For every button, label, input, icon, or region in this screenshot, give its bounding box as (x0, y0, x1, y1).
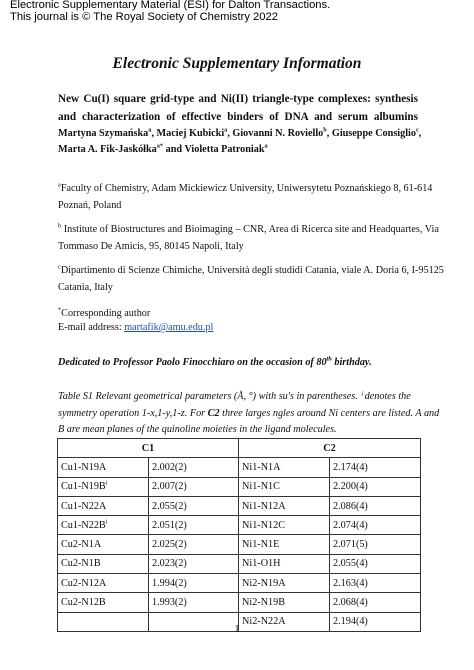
table-cell-c1-value (149, 574, 239, 593)
subtitle-line2: and characterization of effective binders of DNA and serum albumins (58, 111, 418, 123)
table-cell-c1-param (58, 458, 149, 477)
table-cell-c2-value (330, 554, 421, 573)
author-affil-mark: a (148, 126, 152, 134)
author-name: Giovanni N. Roviello (232, 128, 324, 139)
cell-text: Ni1-N12A (242, 500, 286, 512)
author-name: Giuseppe Consiglio (331, 128, 416, 139)
caption-line1: Table S1 Relevant geometrical parameters (Å, °) with su's in parentheses. ⁱ denotes the (58, 391, 411, 402)
email-link[interactable]: martafik@amu.edu.pl (124, 322, 214, 333)
table-cell-c2-param (239, 496, 330, 515)
corresponding-author (58, 307, 213, 335)
table-cell-c2-param (239, 554, 330, 573)
table-cell-c2-value (330, 496, 421, 515)
table-cell-c1-value (149, 535, 239, 554)
cell-text: Cu2-N1A (61, 539, 102, 551)
cell-text: 2.051(2) (152, 519, 187, 531)
caption-line2: symmetry operation 1-x,1-y,1-z. For C2 three larges ngles around Ni centers are listed. A and (58, 407, 440, 419)
table-cell-c2-value (330, 477, 421, 496)
cell-text: 1.994(2) (152, 577, 187, 589)
table-header-c1: C1 (58, 439, 239, 458)
table-body (58, 458, 421, 632)
symmetry-mark: i (105, 518, 108, 526)
cell-text: Cu2-N1B (61, 558, 101, 570)
affiliation-a-text: Faculty of Chemistry, Adam Mickiewicz University, Uniwersytetu Poznańskiego 8, 61-614 (60, 183, 433, 194)
cell-text: 2.163(4) (333, 577, 368, 589)
table-cell-c1-value (149, 458, 239, 477)
table-cell-c2-param (239, 535, 330, 554)
cell-text: 2.086(4) (333, 500, 368, 512)
table-header-row (58, 439, 421, 458)
table-cell-c2-param (239, 477, 330, 496)
author-name: Maciej Kubicki (156, 128, 225, 139)
author-line2 (58, 142, 423, 158)
cell-text: 2.023(2) (152, 558, 187, 570)
corresponding-label: Corresponding author (61, 308, 151, 319)
author-conjunction: and (165, 144, 183, 155)
cell-text: Ni1-O1H (242, 558, 281, 570)
cell-text: 2.025(2) (152, 539, 187, 551)
author-affil-mark: a* (156, 142, 164, 150)
email-label: E-mail address: (58, 322, 125, 333)
table-cell-c2-value (330, 593, 421, 612)
affiliation-c-text: Dipartimento di Scienze Chimiche, Università degli studidi Catania, viale A. Doria 6, I-95125 (60, 265, 444, 276)
cell-text: Cu2-N12A (61, 577, 107, 589)
table-cell-c1-param (58, 593, 149, 612)
table-cell-c1-value (149, 554, 239, 573)
cell-text: Ni2-N22A (242, 616, 286, 628)
table-caption (58, 389, 440, 439)
author-list (58, 126, 423, 158)
caption-line3: B are mean planes of the quinoline moieties in the ligand molecules. (58, 424, 337, 435)
cell-text: Cu1-N19B (61, 481, 106, 493)
affiliation-b-text: Institute of Biostructures and Bioimaging – CNR, Area di Ricerca site and Headquartes, Via (61, 224, 439, 235)
esi-header (10, 0, 330, 23)
table-row (58, 574, 421, 593)
dedication-sup: th (326, 355, 332, 363)
symmetry-mark: i (105, 479, 108, 487)
cell-text: 1.993(2) (152, 597, 187, 609)
author-affil-mark: a (224, 126, 228, 134)
caption-compound-ref: C2 (207, 407, 220, 419)
affiliation-c-line2: Catania, Italy (58, 281, 113, 293)
table-cell-c1-param (58, 574, 149, 593)
cell-text: 2.068(4) (333, 597, 368, 609)
cell-text: Cu1-N19A (61, 461, 107, 473)
affiliation-a-line2: Poznań, Poland (58, 199, 122, 211)
table-cell-c2-param (239, 458, 330, 477)
table-row (58, 516, 421, 535)
table-header-c2: C2 (239, 439, 421, 458)
table-cell-c2-value (330, 535, 421, 554)
table-cell-c2-value (330, 458, 421, 477)
table-row (58, 593, 421, 612)
table-row (58, 535, 421, 554)
geometry-table (57, 438, 421, 632)
table-cell-c2-param (239, 593, 330, 612)
cell-text: 2.007(2) (152, 481, 187, 493)
affiliation-mark: a (58, 181, 61, 189)
affiliation-mark: c (58, 263, 61, 271)
table-row (58, 554, 421, 573)
author-name: Violetta Patroniak (184, 144, 265, 155)
table-cell-c1-value (149, 496, 239, 515)
cell-text: 2.055(4) (333, 558, 368, 570)
table-cell-c1-param (58, 516, 149, 535)
cell-text: 2.200(4) (333, 481, 368, 493)
affiliation-a-line1 (58, 181, 433, 198)
cell-text: Ni1-N1A (242, 461, 281, 473)
cell-text: Cu1-N22A (61, 500, 107, 512)
affiliation-c (58, 263, 444, 296)
page-number: 1 (234, 624, 240, 635)
esi-header-line2: This journal is © The Royal Society of Chemistry 2022 (10, 10, 278, 23)
table-cell-c1-value (149, 516, 239, 535)
esi-header-line1: Electronic Supplementary Material (ESI) for Dalton Transactions. (10, 0, 331, 11)
table-cell-c2-param (239, 574, 330, 593)
author-name: Marta A. Fik-Jaskółka (58, 144, 157, 155)
table-cell-c2-param (239, 516, 330, 535)
cell-text: Ni2-N19A (242, 577, 286, 589)
affiliation-b-line2: Tommaso De Amicis, 95, 80145 Napoli, Italy (58, 240, 244, 252)
paper-subtitle (58, 90, 418, 126)
cell-text: Ni1-N12C (242, 519, 286, 531)
table-row (58, 496, 421, 515)
cell-text: 2.071(5) (333, 539, 368, 551)
page-title: Electronic Supplementary Information (112, 55, 362, 72)
cell-text: Cu2-N12B (61, 597, 106, 609)
table-cell-c1-param (58, 477, 149, 496)
cell-text: Cu1-N22B (61, 519, 106, 531)
table-cell-c1-param (58, 554, 149, 573)
table-cell-c1-value (149, 477, 239, 496)
cell-text: 2.194(4) (333, 616, 368, 628)
table-cell-c1-param (58, 535, 149, 554)
table-cell-c1-value (149, 593, 239, 612)
dedication (58, 357, 372, 368)
cell-text: 2.174(4) (333, 461, 368, 473)
author-affil-mark: a (264, 142, 268, 150)
author-line1: Martyna Szymańska$^a$, Maciej Kubicki$^a$, Giovanni N. Roviello$^b$, Giuseppe Consiglio$^c$, (58, 126, 422, 139)
author-name: Martyna Szymańska (58, 128, 149, 139)
email-line (58, 321, 213, 335)
subtitle-line1: New Cu(I) square grid-type and Ni(II) triangle-type complexes: synthesis (58, 93, 418, 105)
affiliation-b (58, 222, 439, 255)
table-cell-c2-value (330, 516, 421, 535)
table-row (58, 458, 421, 477)
table-cell-c2-value (330, 574, 421, 593)
affiliation-mark: b (58, 222, 62, 230)
dedication-tail: birthday. (331, 357, 372, 368)
cell-text: Ni1-N1C (242, 481, 280, 493)
cell-text: 2.002(2) (152, 461, 187, 473)
dedication-text: Dedicated to Professor Paolo Finocchiaro on the occasion of 80 (58, 357, 327, 368)
author-affil-mark: b (323, 126, 327, 134)
affiliation-b-line1 (58, 222, 439, 239)
affiliation-c-line1 (58, 263, 444, 280)
cell-text: 2.074(4) (333, 519, 368, 531)
corresponding-mark: * (58, 306, 62, 314)
author-affil-mark: c (415, 126, 419, 134)
corresponding-label-line (58, 307, 213, 321)
cell-text: 2.055(2) (152, 500, 187, 512)
table-cell-c1-param (58, 496, 149, 515)
cell-text: Ni1-N1E (242, 539, 280, 551)
cell-text: Ni2-N19B (242, 597, 286, 609)
affiliation-a (58, 181, 433, 214)
table-row (58, 477, 421, 496)
